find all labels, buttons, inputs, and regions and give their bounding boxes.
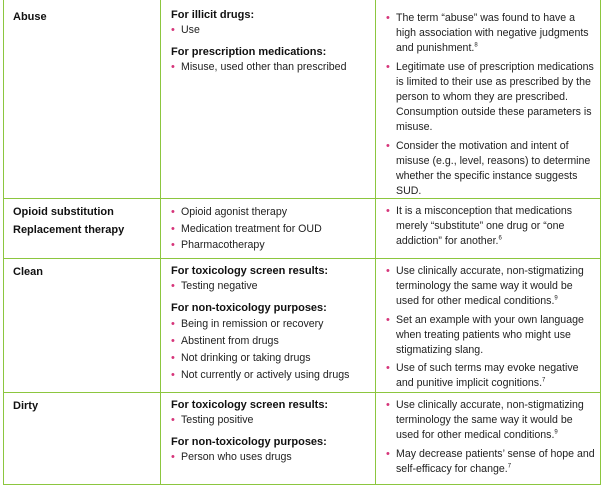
term-cell	[13, 8, 163, 26]
list-item: • Medication treatment for OUD	[171, 221, 376, 238]
definition-cell	[171, 204, 376, 254]
definition-cell	[171, 398, 376, 465]
group-heading: For prescription medications:	[171, 46, 327, 59]
note-item: • Legitimate use of prescription medications is limited to their use as prescribed by the person to whom they are prescribed. Consumption outside these parameters is misuse.	[386, 60, 594, 134]
table-row	[4, 259, 600, 393]
group-heading: For toxicology screen results:	[171, 399, 329, 411]
group-heading: For non-toxicology purposes:	[171, 436, 327, 449]
notes-cell	[386, 11, 596, 199]
list-item: • Testing positive	[171, 413, 376, 428]
term-cell	[13, 263, 163, 281]
bullet-icon: •	[386, 265, 390, 277]
list-item: • Misuse, used other than prescribed	[171, 60, 376, 75]
list-item: • Opioid agonist therapy	[171, 204, 376, 221]
note-item: • Set an example with your own language when treating patients who might use stigmatizing slang.	[386, 313, 584, 357]
list-item: • Not currently or actively using drugs	[171, 367, 376, 384]
bullet-icon: •	[386, 205, 390, 217]
definition-cell	[171, 264, 376, 384]
bullet-icon: •	[171, 335, 175, 348]
term-label: Replacement therapy	[13, 224, 125, 236]
term-label: Clean	[13, 266, 43, 278]
table-row	[4, 393, 600, 485]
bullet-icon: •	[171, 451, 175, 464]
note-item: • Consider the motivation and intent of misuse (e.g., level, reasons) to determine whether the specific instance suggests SUD.	[386, 139, 591, 198]
note-item: • Use clinically accurate, non-stigmatizing terminology the same way it would be used for other medical conditions.$^9$	[386, 265, 584, 308]
term-label: Dirty	[13, 400, 39, 412]
bullet-icon: •	[171, 24, 175, 36]
group-heading: For toxicology screen results:	[171, 265, 329, 277]
bullet-icon: •	[171, 414, 175, 426]
bullet-icon: •	[386, 447, 390, 460]
list-item: • Being in remission or recovery	[171, 316, 376, 333]
bullet-icon: •	[171, 206, 175, 218]
bullet-icon: •	[386, 139, 390, 152]
term-label: Abuse	[13, 11, 47, 23]
bullet-icon: •	[386, 313, 390, 326]
list-item: • Person who uses drugs	[171, 450, 376, 465]
bullet-icon: •	[386, 12, 390, 24]
list-item: • Use	[171, 23, 376, 38]
bullet-icon: •	[171, 352, 175, 365]
notes-cell	[386, 204, 596, 250]
note-item: • Use clinically accurate, non-stigmatizing terminology the same way it would be used for other medical conditions.$^9$	[386, 399, 584, 442]
term-cell	[13, 203, 163, 239]
note-item: • The term “abuse” was found to have a high association with negative judgments and punishment.$^8$	[386, 12, 589, 55]
terminology-table	[3, 0, 601, 485]
bullet-icon: •	[171, 318, 175, 331]
list-item: • Abstinent from drugs	[171, 333, 376, 350]
term-label: Opioid substitution	[13, 206, 114, 218]
group-heading: For illicit drugs:	[171, 9, 255, 21]
list-item: • Not drinking or taking drugs	[171, 350, 376, 367]
note-item: • Use of such terms may evoke negative and punitive implicit cognitions.$^7$	[386, 362, 579, 390]
bullet-icon: •	[386, 60, 390, 73]
group-heading: For non-toxicology purposes:	[171, 302, 327, 315]
bullet-icon: •	[171, 280, 175, 292]
notes-cell	[386, 398, 596, 477]
table-row	[4, 0, 600, 199]
bullet-icon: •	[386, 362, 390, 375]
bullet-icon: •	[386, 399, 390, 411]
notes-cell	[386, 264, 596, 392]
bullet-icon: •	[171, 61, 175, 74]
bullet-icon: •	[171, 239, 175, 251]
table-row	[4, 199, 600, 259]
note-item: • It is a misconception that medications merely “substitute” one drug or “one addiction” for another.$^6$	[386, 205, 573, 248]
definition-cell	[171, 8, 376, 75]
list-item: • Pharmacotherapy	[171, 237, 376, 254]
list-item: • Testing negative	[171, 279, 376, 294]
bullet-icon: •	[171, 369, 175, 382]
bullet-icon: •	[171, 222, 175, 235]
note-item: • May decrease patients’ sense of hope and self-efficacy for change.$^7$	[386, 447, 595, 475]
term-cell	[13, 397, 163, 415]
